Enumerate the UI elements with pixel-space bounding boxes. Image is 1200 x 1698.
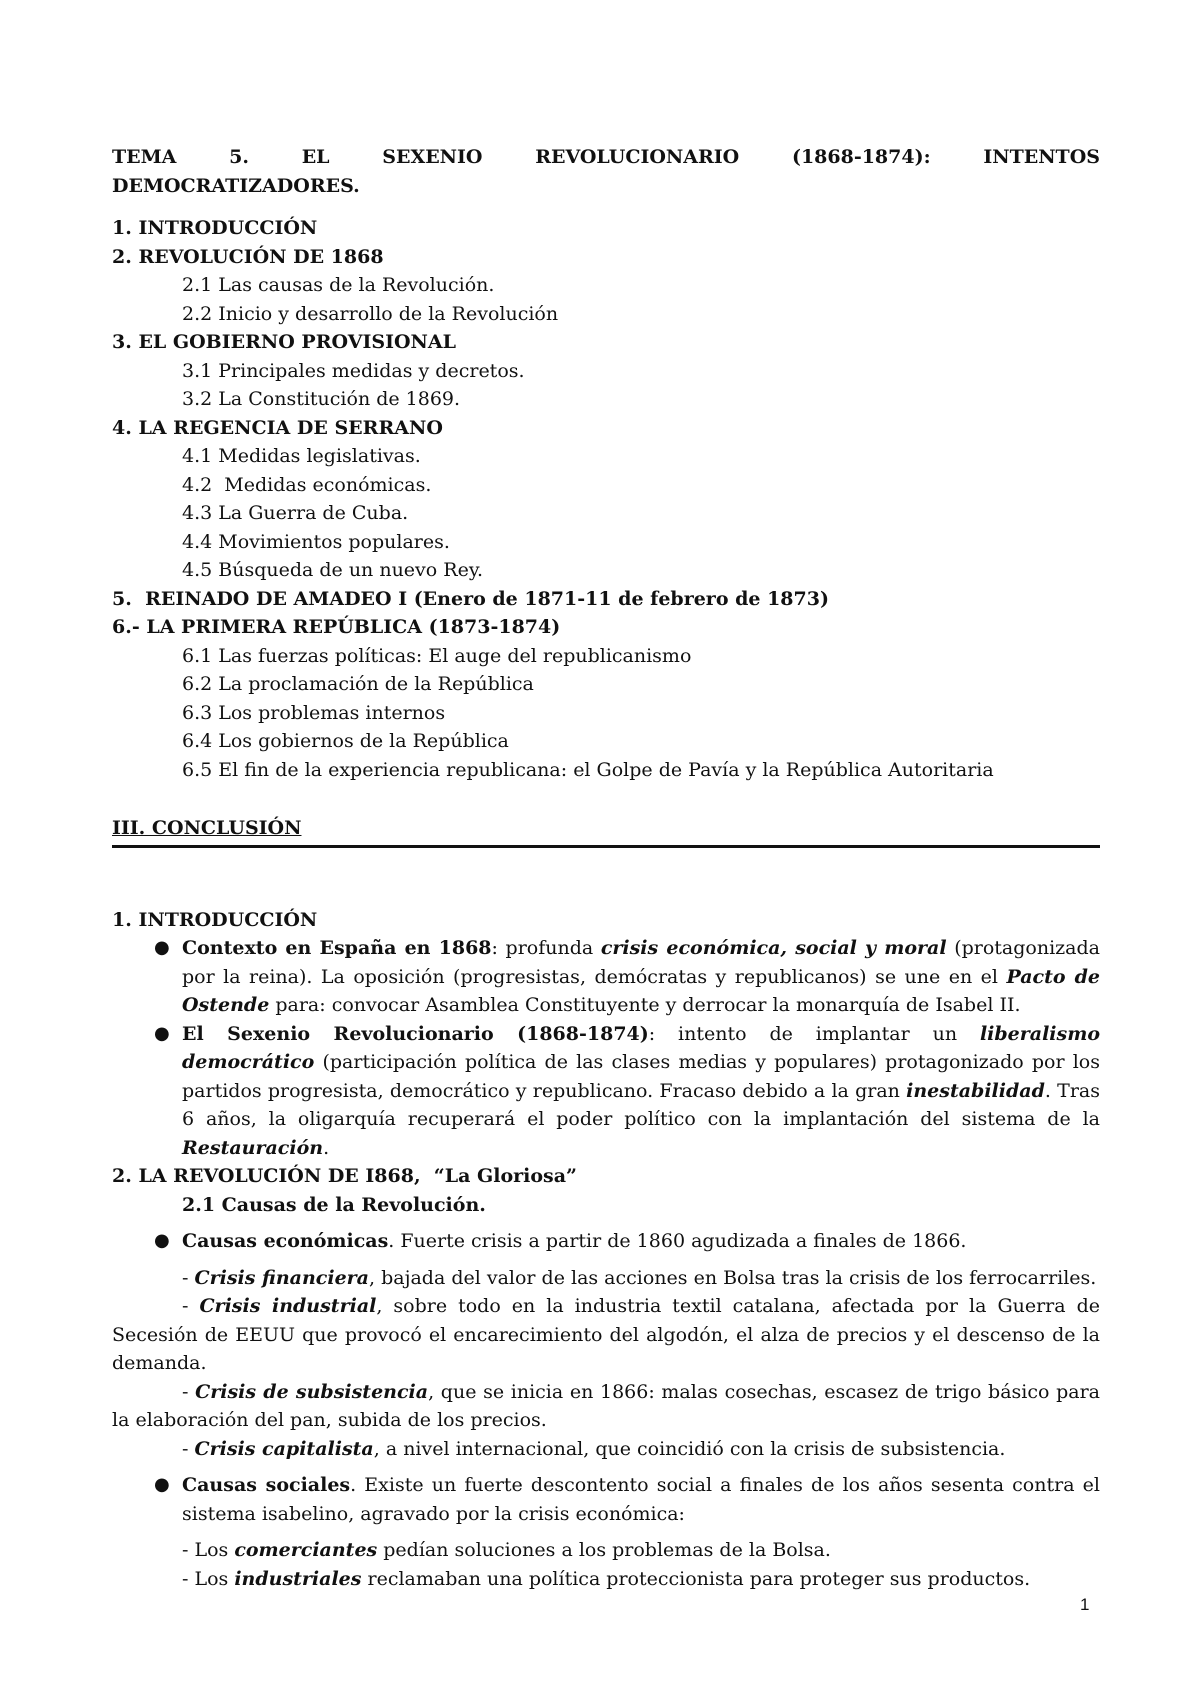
bullet-icon: ● (154, 937, 170, 958)
title-word: INTENTOS (983, 146, 1100, 168)
title-word: SEXENIO (382, 146, 483, 168)
list-item: ● Causas sociales. Existe un fuerte descontento social a finales de los años sesenta contra el sistema isabelino, agravado por la crisis económica: (112, 1471, 1100, 1528)
title-word: TEMA (112, 146, 177, 168)
list-item: ● Contexto en España en 1868: profunda crisis económica, social y moral (protagonizada por la reina). La oposición (progresistas, demócratas y republicanos) se une en el Pacto de Ostende para: convocar Asamblea Constituyente y derrocar la monarquía de Isabel II. (112, 934, 1100, 1020)
toc-section: 4. LA REGENCIA DE SERRANO (112, 416, 443, 439)
causes-economic-list (112, 1227, 1100, 1256)
crisis-paragraph: - Crisis de subsistencia, que se inicia en 1866: malas cosechas, escasez de trigo básico para la elaboración del pan, subida de los precios. (112, 1380, 1101, 1431)
social-paragraph: - Los comerciantes pedían soluciones a los problemas de la Bolsa. (182, 1539, 831, 1561)
section-divider (112, 845, 1100, 848)
toc-subsection: 6.1 Las fuerzas políticas: El auge del republicanismo (182, 644, 692, 667)
bullet-icon: ● (154, 1474, 170, 1495)
crisis-paragraph: - Crisis capitalista, a nivel internacional, que coincidió con la crisis de subsistencia. (182, 1437, 1006, 1460)
section-heading-introduccion: 1. INTRODUCCIÓN (112, 908, 318, 931)
toc-section: 2. REVOLUCIÓN DE 1868 (112, 245, 384, 268)
causes-social-list (112, 1471, 1100, 1528)
title-word: EL (301, 146, 330, 168)
section-heading-revolucion: 2. LA REVOLUCIÓN DE I868, “La Gloriosa” (112, 1165, 577, 1187)
toc-subsection: 2.1 Las causas de la Revolución. (182, 274, 495, 296)
toc-section: 6.- LA PRIMERA REPÚBLICA (1873-1874) (112, 616, 561, 638)
page-content (112, 143, 1100, 1593)
bullet-icon: ● (154, 1230, 170, 1251)
bullet-icon: ● (154, 1022, 170, 1044)
title-word: 5. (229, 146, 249, 168)
toc-section: 5. REINADO DE AMADEO I (Enero de 1871-11 de febrero de 1873) (112, 587, 829, 610)
toc-subsection: 2.2 Inicio y desarrollo de la Revolución (182, 302, 559, 325)
toc-section: 1. INTRODUCCIÓN (112, 217, 318, 239)
crisis-paragraph: - Crisis industrial, sobre todo en la industria textil catalana, afectada por la Guerra de Secesión de EEUU que provocó el encarecimiento del algodón, el alza de precios y el descenso de la demanda. (112, 1295, 1101, 1374)
toc-conclusion: III. CONCLUSIÓN (112, 817, 302, 839)
list-item: ● El Sexenio Revolucionario (1868-1874): intento de implantar un liberalismo democrático (participación política de las clases medias y populares) protagonizado por los partidos progresista, democrático y republicano. Fracaso debido a la gran inestabilidad. Tras 6 años, la oligarquía recuperará el poder político con la implantación del sistema de la Restauración. (112, 1020, 1100, 1163)
toc-section: 3. EL GOBIERNO PROVISIONAL (112, 331, 456, 353)
intro-bullet-list (112, 934, 1100, 1162)
toc-subsection: 6.2 La proclamación de la República (182, 673, 534, 695)
toc-subsection: 3.2 La Constitución de 1869. (182, 388, 461, 410)
social-paragraph: - Los industriales reclamaban una política proteccionista para proteger sus productos. (182, 1567, 1031, 1590)
toc-subsection: 6.4 Los gobiernos de la República (182, 730, 509, 752)
document-title-line-2: DEMOCRATIZADORES. (112, 174, 360, 197)
crisis-paragraph: - Crisis financiera, bajada del valor de las acciones en Bolsa tras la crisis de los ferrocarriles. (182, 1266, 1097, 1289)
toc-subsection: 4.4 Movimientos populares. (182, 530, 450, 553)
toc-subsection: 4.5 Búsqueda de un nuevo Rey. (182, 559, 484, 581)
title-word: REVOLUCIONARIO (535, 146, 740, 168)
page-number: 1 (1080, 1595, 1090, 1614)
toc-subsection: 4.1 Medidas legislativas. (182, 445, 421, 467)
list-item: ● Causas económicas. Fuerte crisis a partir de 1860 agudizada a finales de 1866. (112, 1227, 1100, 1256)
toc-subsection: 4.2 Medidas económicas. (182, 473, 432, 496)
toc-subsection: 3.1 Principales medidas y decretos. (182, 359, 525, 382)
title-word: (1868-1874): (791, 146, 931, 168)
table-of-contents (112, 214, 1100, 848)
subsection-heading-causas: 2.1 Causas de la Revolución. (182, 1193, 486, 1216)
document-title-line-1 (112, 143, 1100, 172)
toc-subsection: 4.3 La Guerra de Cuba. (182, 502, 409, 524)
toc-subsection: 6.5 El fin de la experiencia republicana: el Golpe de Pavía y la República Autoritaria (182, 758, 994, 781)
toc-subsection: 6.3 Los problemas internos (182, 701, 446, 724)
